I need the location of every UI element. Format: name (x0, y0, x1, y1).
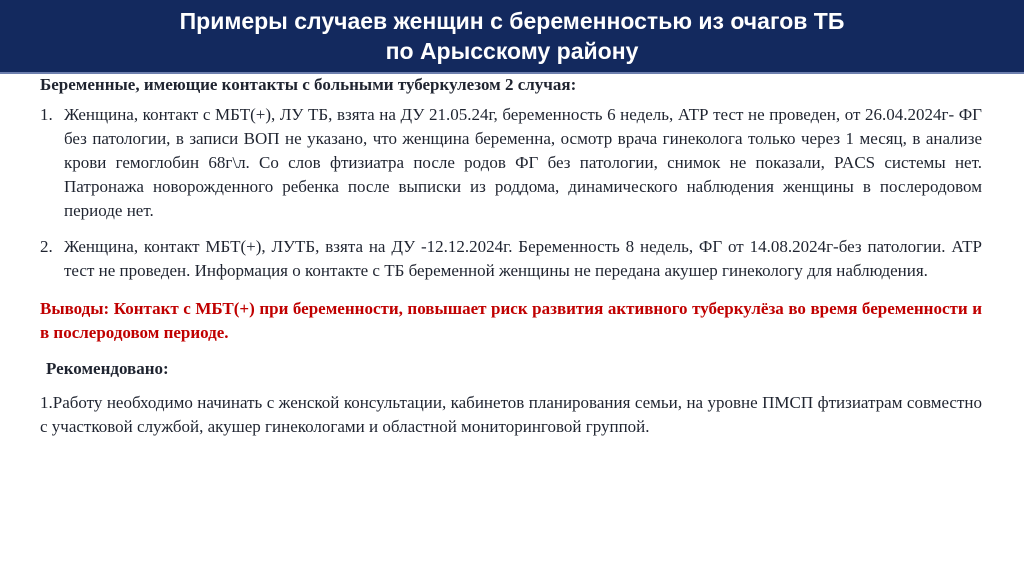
case-number-2: 2. (40, 237, 53, 256)
slide-content (40, 73, 982, 439)
case-text-2: Женщина, контакт МБТ(+), ЛУТБ, взята на ДУ -12.12.2024г. Беременность 8 недель, ФГ от 14.08.2024г-без патологии. АТР тест не проведен. Информация о контакте с ТБ беременной женщины не передана акушер гинекологу для наблюдения. (64, 237, 982, 280)
slide-title-line-2: по Арысскому району (385, 38, 639, 64)
case-number-1: 1. (40, 105, 53, 124)
slide-title-line-1: Примеры случаев женщин с беременностью из очагов ТБ (179, 8, 845, 34)
conclusion-text: Выводы: Контакт с МБТ(+) при беременности, повышает риск развития активного туберкулёза во время беременности и в послеродовом периоде. (40, 299, 982, 342)
case-item-2 (40, 235, 982, 283)
slide-header (0, 0, 1024, 72)
intro-heading: Беременные, имеющие контакты с больными туберкулезом 2 случая: (40, 75, 577, 94)
recommendation-text: 1.Работу необходимо начинать с женской консультации, кабинетов планирования семьи, на уровне ПМСП фтизиатрам совместно с участковой службой, акушер гинекологами и областной мониторинговой группой. (40, 393, 982, 436)
case-item-1 (40, 103, 982, 223)
case-text-1: Женщина, контакт с МБТ(+), ЛУ ТБ, взята на ДУ 21.05.24г, беременность 6 недель, АТР тест не проведен, от 26.04.2024г- ФГ без патологии, в записи ВОП не указано, что женщина беременна, осмотр врача гинеколога только через 1 месяц, в анализе крови гемоглобин 68г\л. Со слов фтизиатра после родов ФГ без патологии, снимок не показали, PACS системы нет. Патронажа новорожденного ребенка после выписки из роддома, динамического наблюдения женщины в послеродовом периоде нет. (64, 105, 982, 220)
recommended-heading: Рекомендовано: (46, 359, 169, 378)
